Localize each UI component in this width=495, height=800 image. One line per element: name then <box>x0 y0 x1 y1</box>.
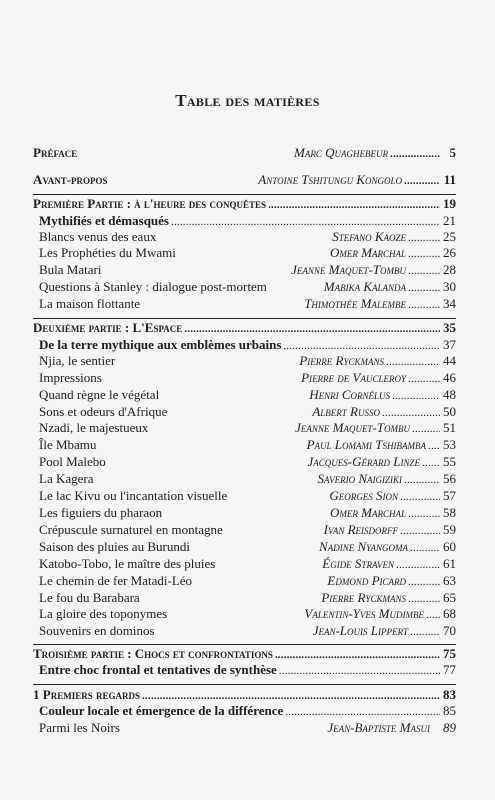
entry-page: 60 <box>443 539 456 554</box>
leader-dots <box>410 624 440 640</box>
leader-dots <box>184 321 440 337</box>
entry-label: Les figuiers du pharaon <box>39 505 163 520</box>
entry-label: Souvenirs en dominos <box>39 623 155 638</box>
entry-label: Crépuscule surnaturel en montagne <box>39 522 223 537</box>
toc-entry <box>39 404 456 421</box>
entry-label: Impressions <box>39 370 102 385</box>
entry-label: Les Prophéties du Mwami <box>39 245 176 260</box>
toc-entry <box>39 539 456 556</box>
toc-entry <box>39 262 456 279</box>
toc-entry <box>39 522 456 539</box>
entry-label: Première Partie : à l'heure des conquêtes <box>33 196 267 211</box>
toc-entry <box>39 387 456 404</box>
entry-author: Jeanne Maquet-Tombu <box>291 262 406 277</box>
entry-author: Pierre Ryckmans <box>321 590 406 605</box>
entry-author: Jacques-Gérard Linze <box>307 454 420 469</box>
toc-entry <box>39 471 456 488</box>
entry-author: Paul Lomami Tshibamba <box>306 437 426 452</box>
entry-page: 44 <box>443 353 456 368</box>
entry-author: Omer Marchal <box>330 245 406 260</box>
entry-page: 35 <box>443 320 456 335</box>
entry-page: 68 <box>443 606 456 621</box>
toc-entry <box>39 623 456 640</box>
leader-dots <box>392 388 440 404</box>
leader-dots <box>426 607 440 623</box>
leader-dots <box>400 489 440 505</box>
entry-author: Pierre Ryckmans <box>299 353 384 368</box>
toc-entry <box>39 370 456 387</box>
toc-entry <box>39 606 456 623</box>
leader-dots <box>279 663 440 679</box>
entry-page: 28 <box>443 262 456 277</box>
toc-entry <box>39 245 456 262</box>
entry-page: 51 <box>443 420 456 435</box>
entry-label: De la terre mythique aux emblèmes urbains <box>39 337 282 352</box>
entry-page: 75 <box>443 646 456 661</box>
entry-author: Égide Straven <box>322 556 394 571</box>
entry-author: Stefano Kaoze <box>332 229 406 244</box>
entry-label: Mythifiés et démasqués <box>39 213 169 228</box>
leader-dots <box>408 263 440 279</box>
entry-page: 61 <box>443 556 456 571</box>
toc-entry-avant-propos <box>33 172 456 189</box>
section-divider <box>33 194 456 195</box>
toc-entry <box>39 505 456 522</box>
toc-entry <box>39 229 456 246</box>
leader-dots <box>408 297 440 313</box>
entry-page: 25 <box>443 229 456 244</box>
entry-label: Île Mbamu <box>39 437 97 452</box>
leader-dots <box>408 574 440 590</box>
entry-label: Parmi les Noirs <box>39 720 120 735</box>
entry-label: 1 Premiers regards <box>33 687 140 702</box>
entry-author: Henri Cornélus <box>309 387 390 402</box>
toc-part-heading <box>33 196 456 213</box>
toc-entry-preface <box>33 145 456 162</box>
entry-page: 5 <box>449 145 456 160</box>
entry-label: Questions à Stanley : dialogue post-mortem <box>39 279 267 294</box>
entry-label: Le chemin de fer Matadi-Léo <box>39 573 193 588</box>
entry-page: 21 <box>443 213 456 228</box>
entry-page: 57 <box>443 488 456 503</box>
entry-page: 19 <box>443 196 456 211</box>
toc-entry <box>39 279 456 296</box>
leader-dots <box>386 354 440 370</box>
entry-label: Njia, le sentier <box>39 353 116 368</box>
toc-entry <box>39 353 456 370</box>
entry-page: 50 <box>443 404 456 419</box>
entry-author: Mabika Kalanda <box>323 279 406 294</box>
entry-label: Pool Malebo <box>39 454 106 469</box>
entry-author: Saverio Naigiziki <box>317 471 402 486</box>
toc-entry <box>39 590 456 607</box>
toc-part-heading <box>33 320 456 337</box>
entry-author: Ivan Reisdorff <box>323 522 398 537</box>
toc-part-heading <box>33 646 456 663</box>
entry-label: Deuxième partie : L'Espace <box>33 320 183 335</box>
entry-author: Jeanne Maquet-Tombu <box>295 420 410 435</box>
entry-label: La gloire des toponymes <box>39 606 168 621</box>
entry-page: 34 <box>443 296 456 311</box>
leader-dots <box>275 647 440 663</box>
leader-dots <box>410 540 440 556</box>
toc-entry <box>39 437 456 454</box>
toc-entry <box>39 454 456 471</box>
entry-label: Quand règne le végétal <box>39 387 160 402</box>
leader-dots <box>268 197 440 213</box>
entry-author: Antoine Tshitungu Kongolo <box>258 172 402 187</box>
entry-page: 65 <box>443 590 456 605</box>
leader-dots <box>283 338 440 354</box>
entry-page: 26 <box>443 245 456 260</box>
leader-dots <box>142 688 440 704</box>
toc-chapter-heading <box>39 662 456 679</box>
entry-page: 83 <box>443 687 456 702</box>
entry-page: 46 <box>443 370 456 385</box>
entry-author: Jean-Louis Lippert <box>312 623 408 638</box>
leader-dots <box>408 246 440 262</box>
leader-dots <box>382 405 440 421</box>
entry-page: 63 <box>443 573 456 588</box>
page-title: Table des matières <box>175 91 320 110</box>
leader-dots <box>412 421 440 437</box>
leader-dots <box>404 472 440 488</box>
leader-dots <box>408 280 440 296</box>
entry-label: Saison des pluies au Burundi <box>39 539 190 554</box>
entry-page: 55 <box>443 454 456 469</box>
entry-author: Georges Sion <box>329 488 398 503</box>
entry-label: Avant-propos <box>33 172 108 187</box>
entry-label: Le lac Kivu ou l'incantation visuelle <box>39 488 228 503</box>
toc-entry <box>39 420 456 437</box>
entry-author: Albert Russo <box>312 404 380 419</box>
leader-dots <box>408 371 440 387</box>
entry-label: Préface <box>33 145 78 160</box>
leader-dots <box>400 523 440 539</box>
entry-label: Bula Matari <box>39 262 102 277</box>
leader-dots <box>390 146 440 162</box>
toc-entry <box>39 573 456 590</box>
entry-author: Omer Marchal <box>330 505 406 520</box>
toc-entry <box>39 296 456 313</box>
entry-author: Thimothée Malembe <box>304 296 406 311</box>
toc-entry <box>39 720 456 737</box>
section-divider <box>33 318 456 319</box>
toc-part-heading <box>33 687 456 704</box>
section-divider <box>33 644 456 645</box>
entry-author: Edmond Picard <box>327 573 406 588</box>
entry-label: Troisième partie : Chocs et confrontations <box>33 646 273 661</box>
entry-page: 77 <box>443 662 456 677</box>
entry-author: Jean-Baptiste Masui <box>327 720 430 735</box>
entry-label: La maison flottante <box>39 296 141 311</box>
entry-label: Blancs venus des eaux <box>39 229 157 244</box>
entry-page: 70 <box>443 623 456 638</box>
entry-page: 30 <box>443 279 456 294</box>
entry-page: 11 <box>443 172 456 187</box>
entry-page: 89 <box>443 720 456 735</box>
entry-label: La Kagera <box>39 471 94 486</box>
section-divider <box>33 684 456 685</box>
leader-dots <box>171 214 440 230</box>
entry-author: Nadine Nyangoma <box>319 539 408 554</box>
toc-entry <box>39 488 456 505</box>
entry-label: Couleur locale et émergence de la différence <box>39 703 284 718</box>
leader-dots <box>408 230 440 246</box>
entry-page: 85 <box>443 703 456 718</box>
entry-page: 53 <box>443 437 456 452</box>
entry-label: Le fou du Barabara <box>39 590 140 605</box>
leader-dots <box>404 173 440 189</box>
entry-author: Pierre de Vaucleroy <box>301 370 406 385</box>
leader-dots <box>422 455 440 471</box>
entry-page: 37 <box>443 337 456 352</box>
toc-chapter-heading <box>39 213 456 230</box>
entry-page: 48 <box>443 387 456 402</box>
entry-author: Valentin-Yves Mudimbe <box>304 606 424 621</box>
leader-dots <box>396 557 440 573</box>
leader-dots <box>285 704 440 720</box>
entry-page: 59 <box>443 522 456 537</box>
entry-author: Marc Quaghebeur <box>294 145 388 160</box>
entry-label: Sons et odeurs d'Afrique <box>39 404 168 419</box>
toc-chapter-heading <box>39 703 456 720</box>
toc-chapter-heading <box>39 337 456 354</box>
entry-label: Nzadi, le majestueux <box>39 420 149 435</box>
entry-page: 56 <box>443 471 456 486</box>
entry-label: Katobo-Tobo, le maître des pluies <box>39 556 216 571</box>
entry-label: Entre choc frontal et tentatives de synthèse <box>39 662 277 677</box>
toc-entry <box>39 556 456 573</box>
leader-dots <box>408 506 440 522</box>
leader-dots <box>428 438 440 454</box>
leader-dots <box>408 591 440 607</box>
entry-page: 58 <box>443 505 456 520</box>
